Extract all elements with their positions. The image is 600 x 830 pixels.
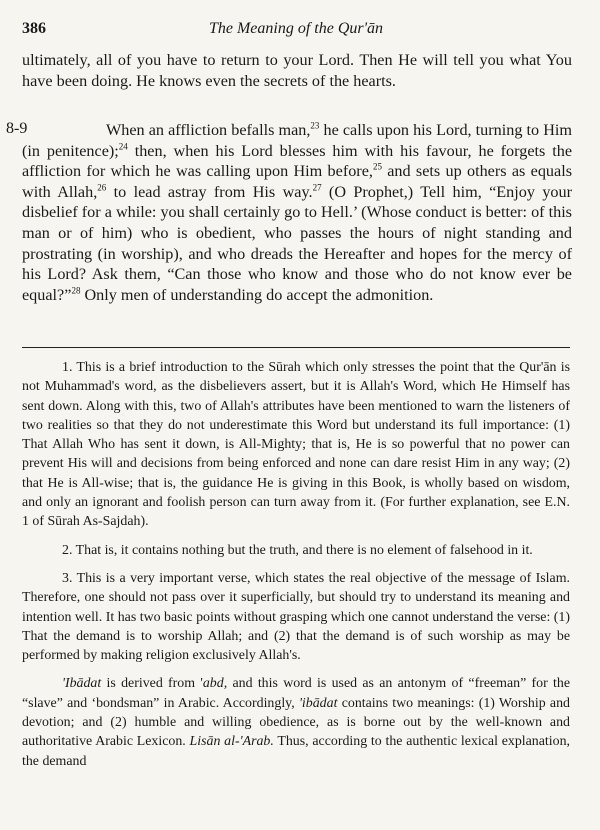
verse-paragraph: [22, 120, 572, 305]
text-run: (O Prophet,) Tell him, “Enjoy your disbelief for a while: you shall certainly go to Hell.’ (Whose conduct is better: of this man or of him) who is obedient, who passes the hours of night standing and prostrating (in worship), and who dreads the Hereafter and hopes for the mercy of his Lord? Ask them, “Can those who know and those who do not know ever be equal?”: [22, 182, 572, 304]
footnote-3: 3. This is a very important verse, which states the real objective of the message of Islam. Therefore, one should not pass over it superficially, but should try to understand its meaning and intention well. It has two basic points without grasping which one cannot understand the verse: (1) That the demand is to worship Allah; and (2) that the demand is of such worship as may be performed by making religion exclusively Allah's.: [22, 570, 570, 664]
footnote-3-continuation: [22, 674, 570, 770]
verse-reference: 8-9: [6, 120, 28, 137]
lexicon-title: Lisān al-'Arab.: [189, 734, 274, 750]
text-run: When an affliction befalls man,: [106, 121, 311, 139]
footnotes-section: [22, 358, 570, 771]
footnote-marker: 27: [312, 182, 322, 193]
text-run: he calls upon his Lord, turning to Him (in penitence);: [22, 121, 572, 160]
footnote-marker: 23: [310, 120, 320, 131]
page-number: 386: [22, 20, 46, 37]
text-run: Only men of understanding do accept the admonition.: [80, 285, 434, 304]
text-run: and this word is used as an antonym of “freeman” for the “slave” and ‘bondsman” in Arabic. Accordingly,: [22, 676, 570, 711]
text-run: is derived from ': [101, 676, 203, 692]
text-run: Thus, according to the authentic lexical explanation, the demand: [22, 734, 570, 769]
footnote-marker: 26: [97, 182, 107, 193]
arabic-term: abd,: [202, 676, 228, 692]
text-run: and sets up others as equals with Allah,: [22, 162, 572, 201]
text-run: then, when his Lord blesses him with his favour, he forgets the affliction for which he was calling upon Him before,: [22, 141, 573, 181]
footnote-marker: 25: [372, 161, 382, 172]
footnote-1: 1. This is a brief introduction to the Sūrah which only stresses the point that the Qur'ān is not Muhammad's word, as the disbelievers assert, but it is Allah's Word, which He Himself has sent down. Along with this, two of Allah's attributes have been mentioned to warn the listeners of two realities so that they do not underestimate this Word but understand its full importance: (1) That Allah Who has sent it down, is All-Mighty; that is, He is so powerful that no power can prevent His will and decisions from being enforced and none can dare resist Him in any way; (2) that He is All-wise; that is, the guidance He is giving in this Book, is wholly based on wisdom, and only an ignorant and foolish person can turn away from it. (For further explanation, see E.N. 1 of Sūrah As-Sajdah).: [22, 360, 570, 530]
footnote-marker: 28: [71, 285, 81, 296]
arabic-term: 'ibādat: [298, 695, 338, 711]
footnote-divider: [22, 347, 570, 348]
page-header: [22, 20, 570, 44]
verse-continuation-paragraph: ultimately, all of you have to return to your Lord. Then He will tell you what You have been doing. He knows even the secrets of the hearts.: [22, 51, 572, 90]
text-run: to lead astray from His way.: [106, 182, 313, 201]
arabic-term: 'Ibādat: [62, 676, 102, 692]
footnote-marker: 24: [118, 141, 128, 152]
running-title: The Meaning of the Qur'ān: [208, 20, 384, 37]
footnote-2: 2. That is, it contains nothing but the truth, and there is no element of falsehood in it.: [62, 542, 533, 558]
text-run: contains two meanings: (1) Worship and devotion; and (2) humble and willing obedience, as is borne out by the well-known and authoritative Arabic Lexicon.: [22, 695, 570, 750]
